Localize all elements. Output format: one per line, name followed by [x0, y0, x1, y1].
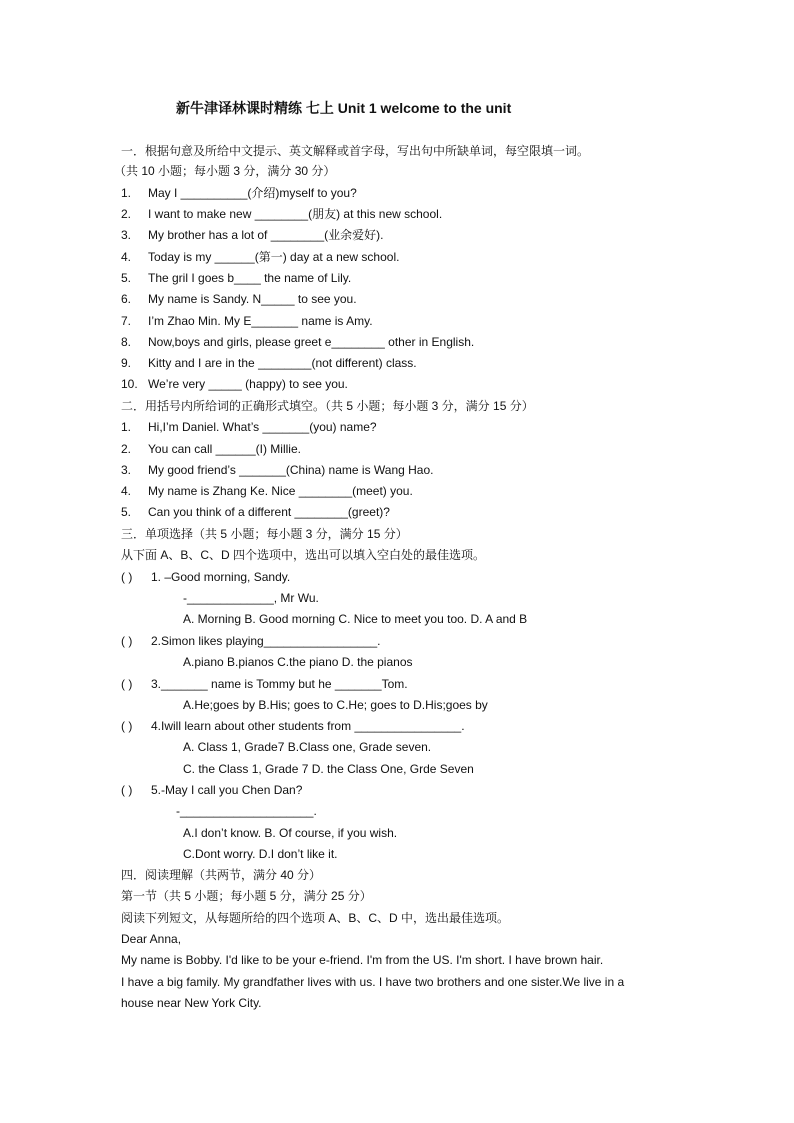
s1-item-7-num: 7. [121, 314, 132, 328]
s1-item-3-num: 3. [121, 228, 132, 242]
s1-item-1-text: May I __________(介绍)myself to you? [148, 186, 357, 200]
q4-text: 4.Iwill learn about other students from ________________. [151, 719, 465, 733]
q3-text: 3._______ name is Tommy but he _______Tom. [151, 677, 408, 691]
letter-line-2: I have a big family. My grandfather lives with us. I have two brothers and one sister.We live in a [121, 975, 625, 989]
s2-item-2-num: 2. [121, 442, 132, 456]
s1-item-5-num: 5. [121, 271, 132, 285]
s1-item-8-num: 8. [121, 335, 132, 349]
s1-item-5-text: The gril I goes b____ the name of Lily. [148, 271, 352, 285]
s1-item-4-text: Today is my ______(第一) day at a new school. [148, 250, 400, 264]
section3-instruction: 从下面 A、B、C、D 四个选项中，选出可以填入空白处的最佳选项。 [121, 548, 486, 562]
s1-item-6-text: My name is Sandy. N_____ to see you. [148, 292, 357, 306]
s2-item-5-num: 5. [121, 505, 132, 519]
q5-answer-paren: ( ) [121, 783, 133, 797]
s1-item-9-text: Kitty and I are in the ________(not different) class. [148, 356, 417, 370]
q5-reply: -____________________. [176, 804, 317, 818]
s1-item-8-text: Now,boys and girls, please greet e________ other in English. [148, 335, 475, 349]
s1-item-9-num: 9. [121, 356, 132, 370]
s1-item-10-text: We’re very _____ (happy) to see you. [148, 377, 348, 391]
s1-item-6-num: 6. [121, 292, 132, 306]
q1-text: 1. –Good morning, Sandy. [151, 570, 291, 584]
s2-item-3-num: 3. [121, 463, 132, 477]
page-title: 新牛津译林课时精练 七上 Unit 1 welcome to the unit [176, 100, 512, 116]
q1-answer-paren: ( ) [121, 570, 133, 584]
s2-item-4-text: My name is Zhang Ke. Nice ________(meet) you. [148, 484, 413, 498]
q3-options: A.He;goes by B.His; goes to C.He; goes to D.His;goes by [183, 698, 488, 712]
s1-item-2-num: 2. [121, 207, 132, 221]
s2-item-1-num: 1. [121, 420, 132, 434]
s2-item-4-num: 4. [121, 484, 132, 498]
s2-item-5-text: Can you think of a different ________(greet)? [148, 505, 390, 519]
q1-options: A. Morning B. Good morning C. Nice to meet you too. D. A and B [183, 612, 528, 626]
s2-item-3-text: My good friend’s _______(China) name is Wang Hao. [148, 463, 434, 477]
s1-item-10-num: 10. [121, 377, 138, 391]
s1-item-1-num: 1. [121, 186, 132, 200]
q2-options: A.piano B.pianos C.the piano D. the pianos [183, 655, 413, 669]
s2-item-1-text: Hi,I’m Daniel. What’s _______(you) name? [148, 420, 377, 434]
q5-options-ab: A.I don’t know. B. Of course, if you wish. [183, 826, 398, 840]
q2-answer-paren: ( ) [121, 634, 133, 648]
q4-answer-paren: ( ) [121, 719, 133, 733]
letter-greeting: Dear Anna, [121, 932, 182, 946]
s1-item-4-num: 4. [121, 250, 132, 264]
section1-heading: 一．根据句意及所给中文提示、英文解释或首字母，写出句中所缺单词，每空限填一词。 [121, 144, 590, 158]
s2-item-2-text: You can call ______(I) Millie. [148, 442, 301, 456]
s1-item-3-text: My brother has a lot of ________(业余爱好). [148, 228, 384, 242]
q1-reply: -_____________, Mr Wu. [183, 591, 319, 605]
letter-line-1: My name is Bobby. I'd like to be your e-friend. I'm from the US. I'm short. I have brown hair. [121, 953, 604, 967]
q4-options-ab: A. Class 1, Grade7 B.Class one, Grade seven. [183, 740, 432, 754]
section3-heading: 三．单项选择（共 5 小题；每小题 3 分，满分 15 分） [121, 527, 408, 541]
letter-line-3: house near New York City. [121, 996, 262, 1010]
q3-answer-paren: ( ) [121, 677, 133, 691]
section1-score: （共 10 小题；每小题 3 分，满分 30 分） [114, 164, 336, 178]
q2-text: 2.Simon likes playing_________________. [151, 634, 381, 648]
s1-item-7-text: I’m Zhao Min. My E_______ name is Amy. [148, 314, 373, 328]
section2-heading: 二．用括号内所给词的正确形式填空。（共 5 小题；每小题 3 分，满分 15 分） [121, 399, 534, 413]
q4-options-cd: C. the Class 1, Grade 7 D. the Class One, Grde Seven [183, 762, 474, 776]
section4-heading: 四．阅读理解（共两节，满分 40 分） [121, 868, 322, 882]
section4-subheading: 第一节（共 5 小题；每小题 5 分，满分 25 分） [121, 889, 372, 903]
section4-instruction: 阅读下列短文，从每题所给的四个选项 A、B、C、D 中，选出最佳选项。 [121, 911, 510, 925]
q5-text: 5.-May I call you Chen Dan? [151, 783, 303, 797]
q5-options-cd: C.Dont worry. D.I don’t like it. [183, 847, 338, 861]
s1-item-2-text: I want to make new ________(朋友) at this new school. [148, 207, 443, 221]
